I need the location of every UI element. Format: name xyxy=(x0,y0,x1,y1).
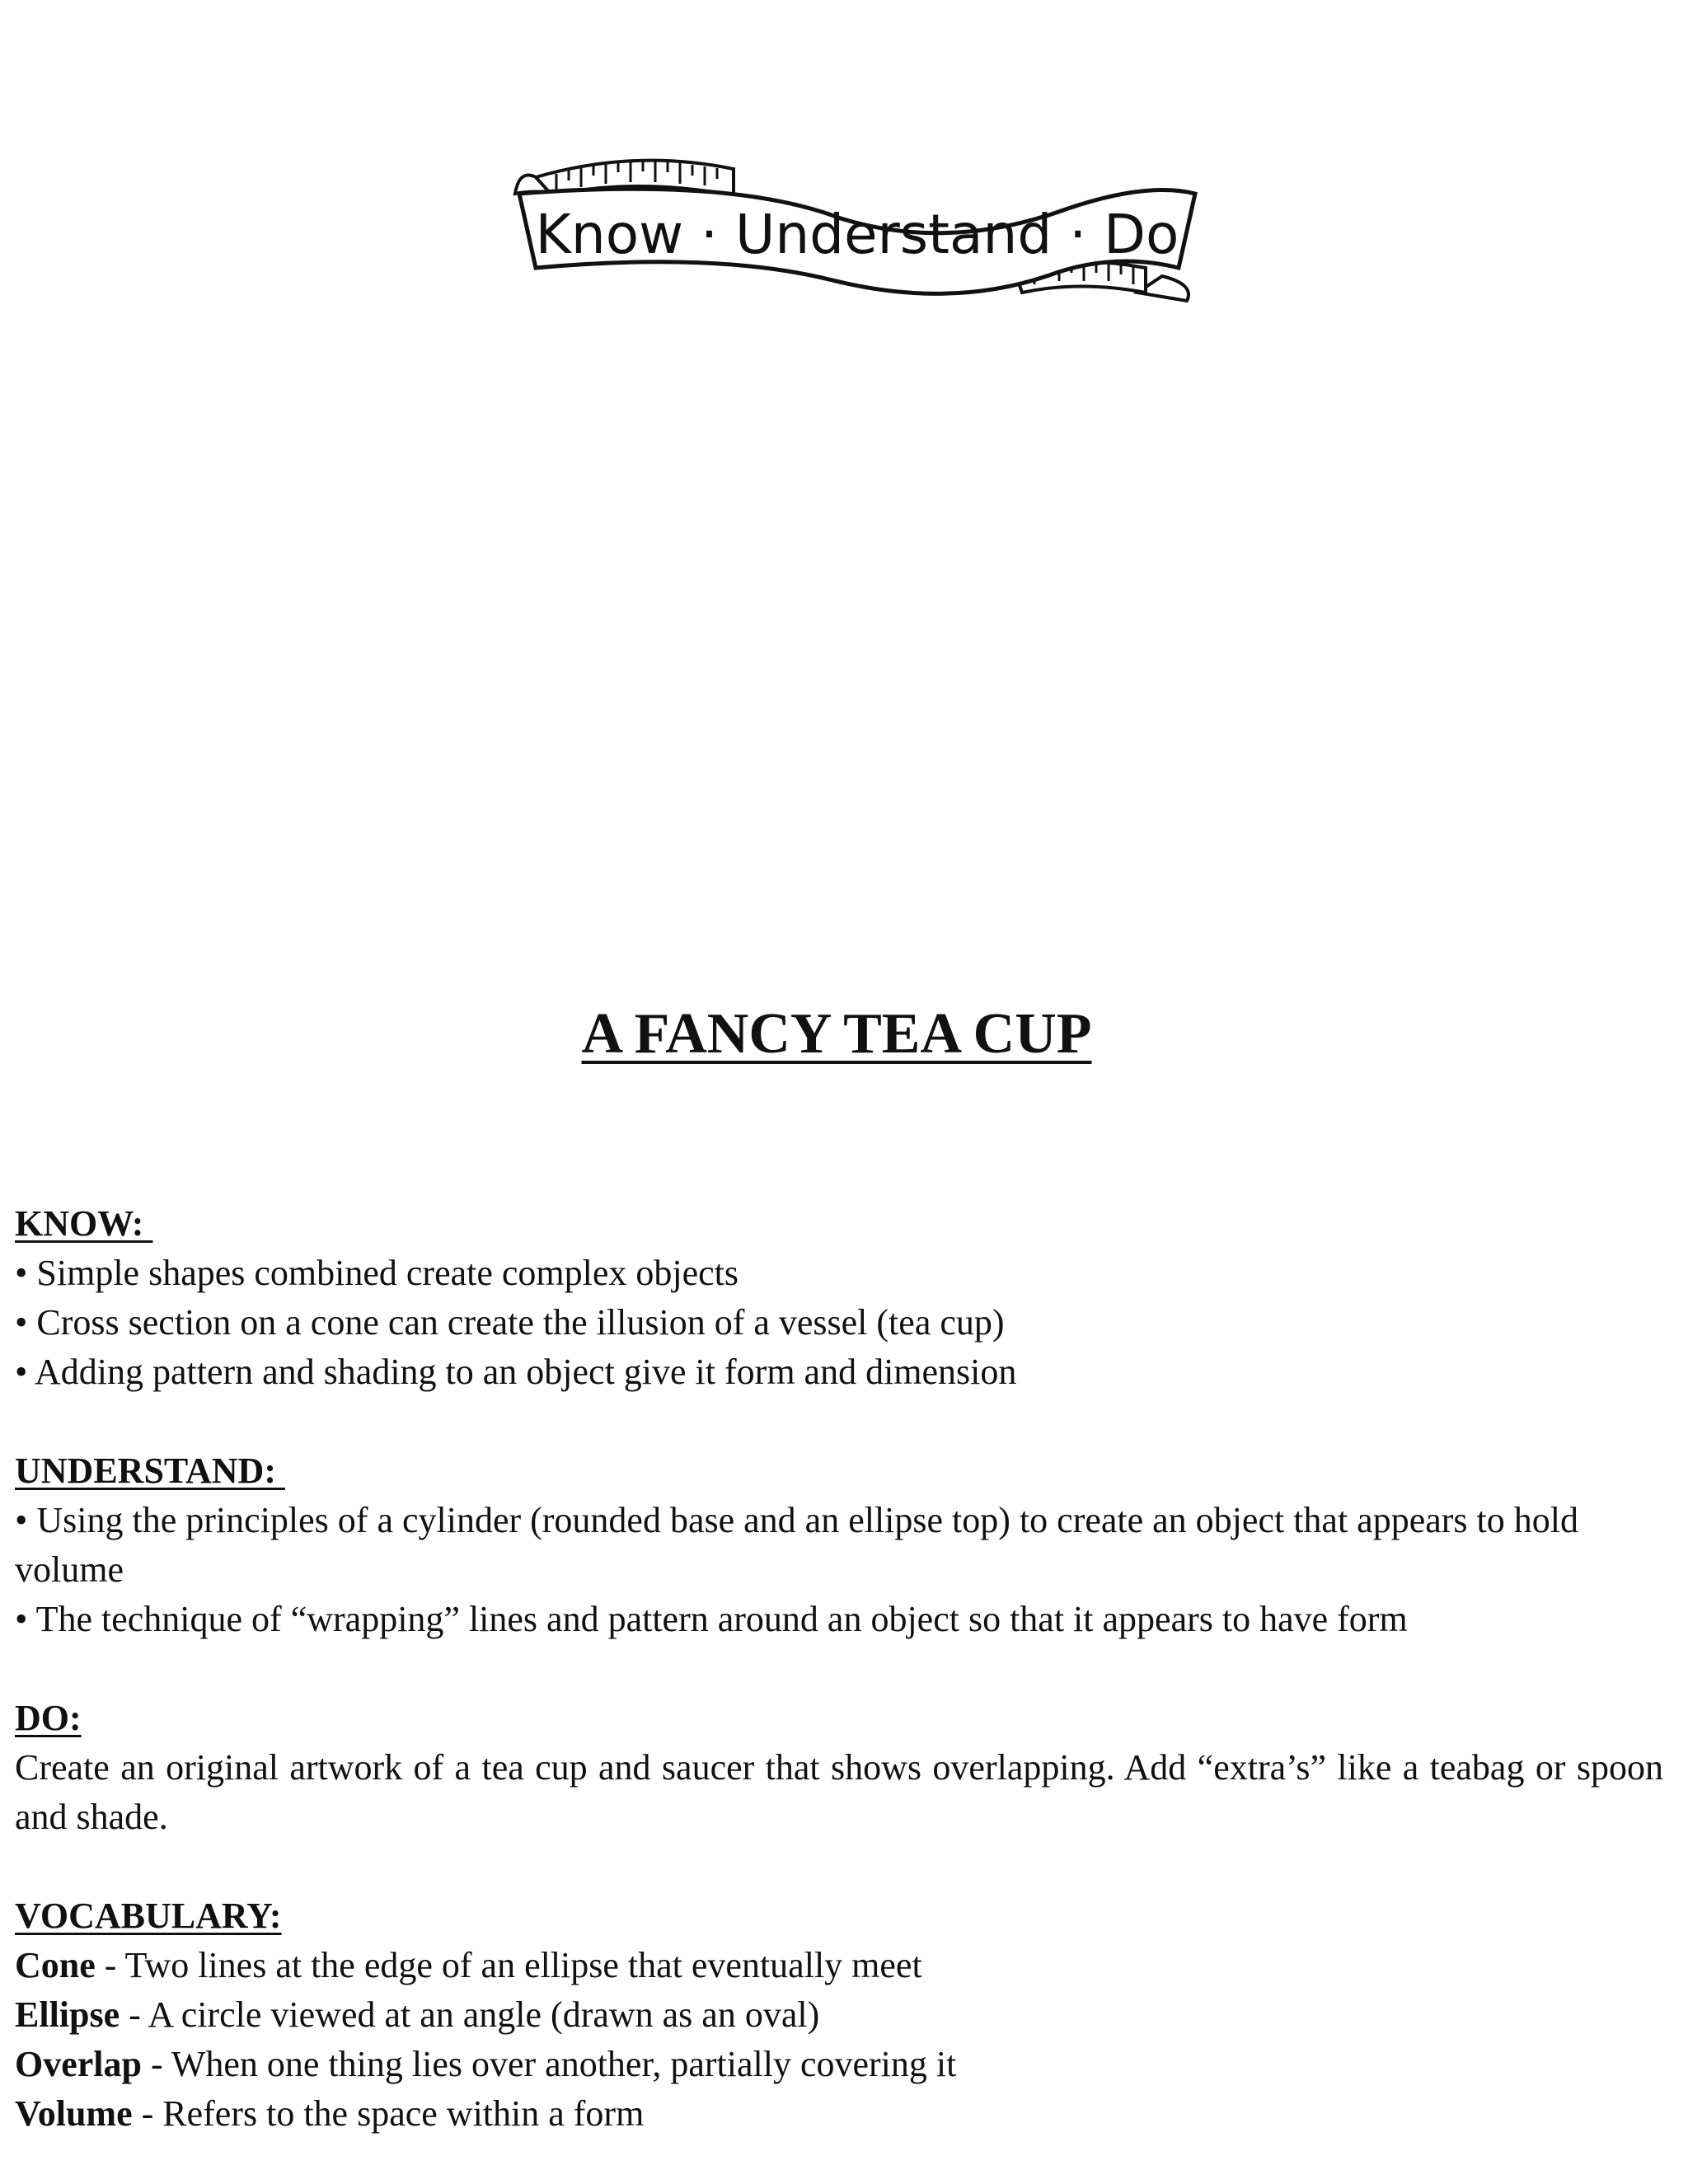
do-section xyxy=(15,1694,1663,1842)
know-item: • Adding pattern and shading to an object give it form and dimension xyxy=(15,1352,1017,1392)
know-item: • Cross section on a cone can create the illusion of a vessel (tea cup) xyxy=(15,1302,1005,1343)
know-understand-do-logo xyxy=(486,144,1228,326)
understand-heading: UNDERSTAND: xyxy=(15,1451,285,1491)
do-heading: DO: xyxy=(15,1698,82,1738)
vocabulary-term: Ellipse xyxy=(15,1994,120,2035)
page-title: A FANCY TEA CUP xyxy=(581,1002,1092,1066)
measuring-tape-ribbon-banner-icon xyxy=(486,144,1228,326)
understand-item: • The technique of “wrapping” lines and pattern around an object so that it appears to have form xyxy=(15,1599,1408,1639)
vocabulary-definition: - A circle viewed at an angle (drawn as an oval) xyxy=(120,1994,820,2035)
vocabulary-item xyxy=(15,2040,1663,2089)
vocabulary-definition: - Refers to the space within a form xyxy=(132,2093,645,2134)
vocabulary-definition: - When one thing lies over another, partially covering it xyxy=(141,2044,957,2084)
vocabulary-item xyxy=(15,1941,1663,1990)
vocabulary-term: Volume xyxy=(15,2093,133,2134)
vocabulary-item xyxy=(15,2089,1663,2139)
understand-item: • Using the principles of a cylinder (rounded base and an ellipse top) to create an object that appears to hold volume xyxy=(15,1500,1578,1590)
vocabulary-term: Cone xyxy=(15,1945,96,1985)
lesson-content xyxy=(15,1199,1663,2139)
vocabulary-heading: VOCABULARY: xyxy=(15,1896,282,1936)
vocabulary-item xyxy=(15,1990,1663,2040)
know-section xyxy=(15,1199,1663,1397)
logo-text: Know · Understand · Do xyxy=(535,203,1179,266)
vocabulary-definition: - Two lines at the edge of an ellipse that eventually meet xyxy=(95,1945,922,1985)
know-heading: KNOW: xyxy=(15,1203,153,1244)
do-text: Create an original artwork of a tea cup and saucer that shows overlapping. Add “extra’s” like a teabag or spoon and shade. xyxy=(15,1747,1663,1837)
vocabulary-section xyxy=(15,1891,1663,2139)
know-item: • Simple shapes combined create complex objects xyxy=(15,1253,739,1293)
understand-section xyxy=(15,1446,1663,1644)
vocabulary-term: Overlap xyxy=(15,2044,142,2084)
